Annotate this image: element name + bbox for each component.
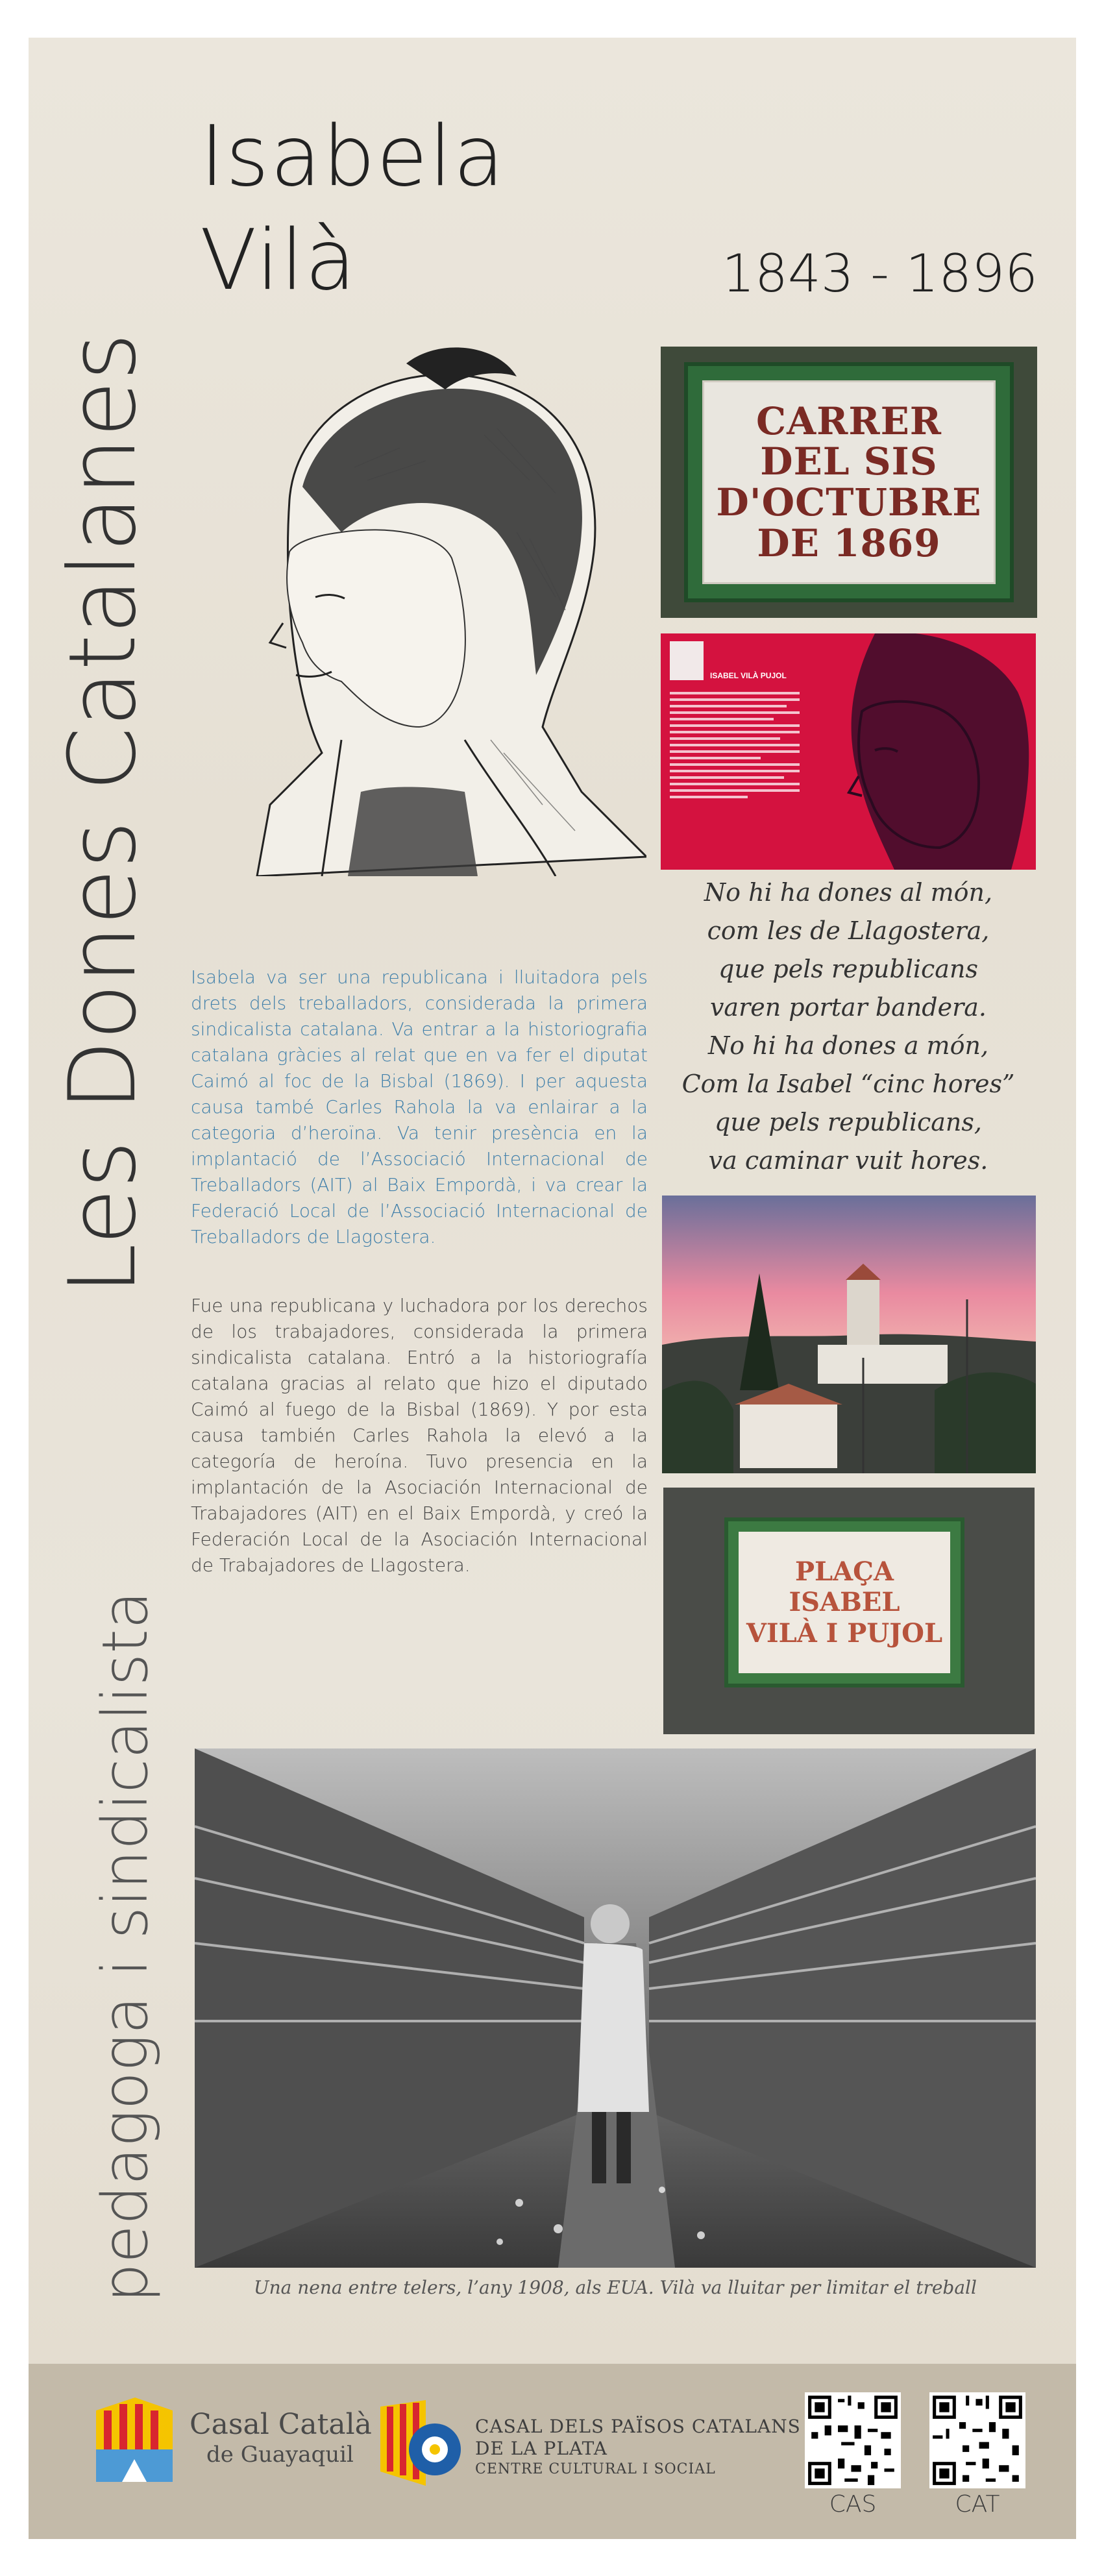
title-first-name: Isabela xyxy=(200,108,506,205)
street-sign-text: CARRER DEL SIS D'OCTUBRE DE 1869 xyxy=(716,399,982,565)
street-sign-photo xyxy=(661,347,1037,618)
square-sign-tile xyxy=(739,1532,950,1673)
poem-line: que pels republicans, xyxy=(715,1108,982,1136)
street-sign-frame xyxy=(684,362,1014,602)
poem-line: que pels republicans xyxy=(718,955,978,983)
biography-spanish: Fue una republicana y luchadora por los derechos de los trabajadores, considerada la primera sindicalista catalana. Entró a la historiografía catalana gracias al relato que hizo el diputado Caimó al fuego de la Bisbal (1869). Y por esta causa también Carles Rahola la elevó a la categoría de heroína. Tuvo presencia en la implantación de la Asociación Internacional de Trabajadores (AIT) en el Baix Empordà, y creó la Federación Local de la Asociación Internacional de Trabajadores de Llagostera. xyxy=(191,1295,648,1576)
qr-label-cas: CAS xyxy=(829,2491,877,2518)
square-sign-text: PLAÇA ISABEL VILÀ I PUJOL xyxy=(746,1556,943,1649)
logo1-name: Casal Català xyxy=(190,2408,372,2441)
poem-line: va caminar vuit hores. xyxy=(708,1146,988,1175)
poem-line: varen portar bandera. xyxy=(709,993,987,1022)
poem-line: Com la Isabel “cinc hores” xyxy=(681,1070,1015,1098)
poster-portrait xyxy=(797,633,1036,870)
biography-catalan: Isabela va ser una republicana i lluitadora pels drets dels treballadors, considerada la primera sindicalista catalana. Va entrar a la historiografia catalana gràcies al relat que en va fer el diputat Caimó al foc de la Bisbal (1869). I per aquesta causa també Carles Rahola la va enlairar a la categoria d’heroïna. Va tenir presència en la implantació de l’Associació Internacional de Treballadors (AIT) al Baix Empordà, i va crear la Federació Local de l’Associació Internacional de Treballadors de Llagostera. xyxy=(191,966,648,1247)
poster-heading: ISABEL VILÀ PUJOL xyxy=(710,671,787,680)
poem-line: No hi ha dones a món, xyxy=(707,1031,989,1060)
casal-catala-guayaquil-logo xyxy=(90,2398,179,2482)
qr-code-cat[interactable] xyxy=(929,2392,1025,2488)
poem-line: No hi ha dones al món, xyxy=(704,878,993,907)
logo2-city: DE LA PLATA xyxy=(475,2438,607,2459)
photo-caption: Una nena entre telers, l’any 1908, als EUA. Vilà va lluitar per limitar el treball xyxy=(254,2277,977,2298)
poster-thumbnail xyxy=(670,641,704,680)
qr-label-cat: CAT xyxy=(955,2491,1000,2518)
poster-body-text xyxy=(670,692,800,802)
mill-girl-photo xyxy=(195,1748,1036,2268)
logo2-subtitle: CENTRE CULTURAL I SOCIAL xyxy=(475,2461,716,2477)
series-title-vertical: Les Dones Catalanes xyxy=(49,332,156,1295)
qr-code-cas[interactable] xyxy=(805,2392,901,2488)
poem xyxy=(657,874,1040,1180)
sunset-town-photo xyxy=(662,1196,1036,1473)
street-sign-tile xyxy=(702,380,996,584)
portrait-drawing xyxy=(192,337,646,876)
square-sign-photo xyxy=(663,1488,1035,1734)
logo1-city: de Guayaquil xyxy=(206,2442,354,2468)
logo2-name: CASAL DELS PAÏSOS CATALANS xyxy=(475,2416,801,2437)
casal-paisos-catalans-logo xyxy=(380,2400,465,2486)
red-poster-image xyxy=(661,633,1036,870)
profession-vertical: pedagoga i sindicalista xyxy=(89,1591,162,2303)
poem-line: com les de Llagostera, xyxy=(707,916,990,945)
square-sign-frame xyxy=(724,1517,964,1687)
title-last-name: Vilà xyxy=(200,212,358,309)
life-years: 1843 - 1896 xyxy=(722,243,1038,304)
